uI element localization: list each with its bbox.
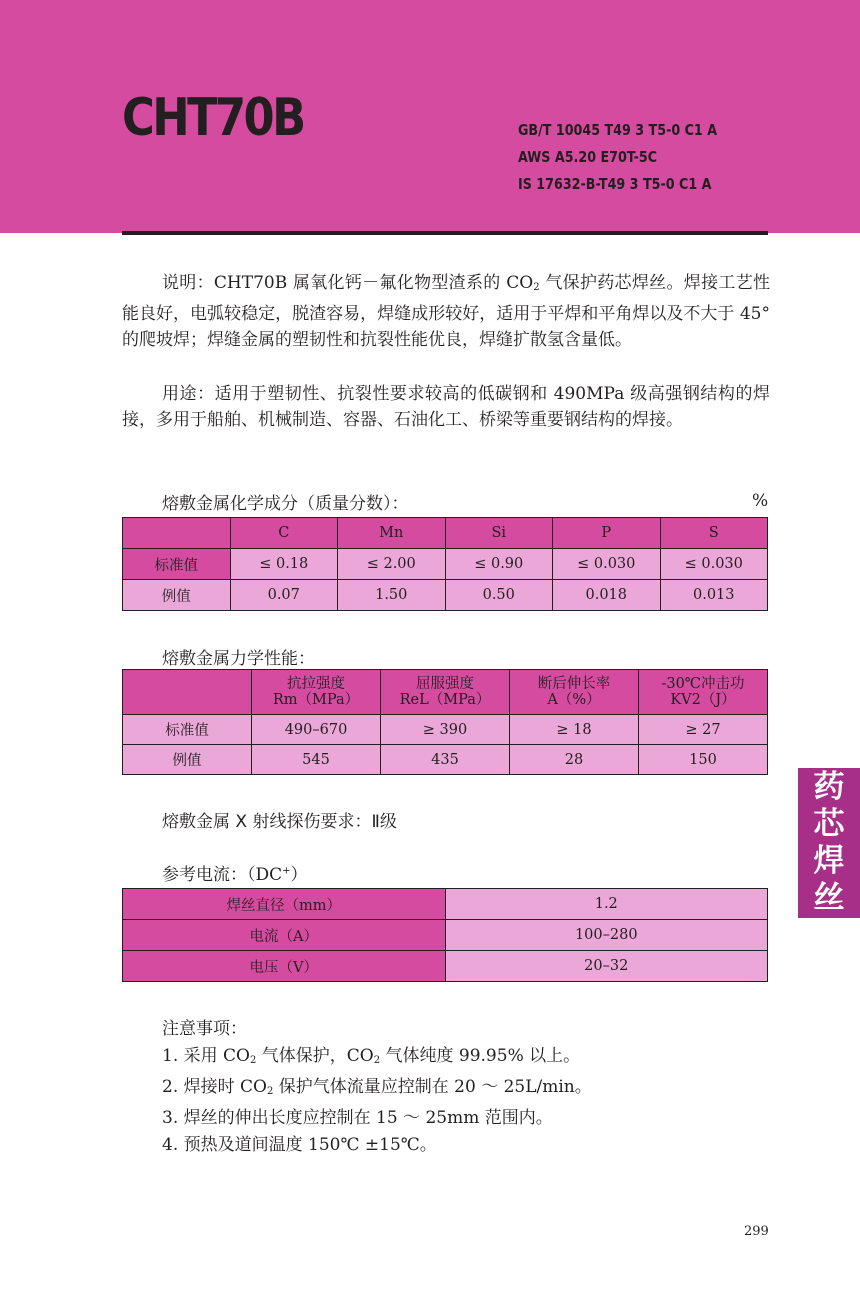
co2-subscript: 2 [266, 1086, 274, 1097]
table-cell [639, 670, 768, 715]
note-item [162, 1074, 592, 1105]
table-cell: 0.07 [230, 580, 338, 611]
side-tab-char: 药 [813, 769, 845, 805]
dc-label-end: ） [290, 865, 308, 885]
table-cell: ≤ 0.18 [230, 549, 338, 580]
side-tab-char: 芯 [813, 806, 845, 842]
usage-text: 适用于塑韧性、抗裂性要求较高的低碳钢和 490MPa 级高强钢结构的焊接，多用于船舶、机械制造、容器、石油化工、桥梁等重要钢结构的焊接。 [122, 384, 770, 430]
table-cell: 28 [510, 745, 639, 775]
side-tab [798, 768, 860, 918]
table-cell: P [553, 518, 661, 549]
table-row [123, 549, 768, 580]
table-cell: 1.50 [338, 580, 446, 611]
standard-is: IS 17632-B-T49 3 T5-0 C1 A [518, 175, 712, 193]
table-cell: 1.2 [445, 889, 768, 920]
note-text: 1. 采用 CO [162, 1046, 250, 1066]
table-cell: 545 [252, 745, 381, 775]
table-cell: ≤ 0.030 [660, 549, 768, 580]
table-cell: 0.50 [445, 580, 553, 611]
header-line: ReL（MPa） [399, 692, 491, 708]
table-cell: ≤ 0.030 [553, 549, 661, 580]
co2-subscript: 2 [249, 1055, 257, 1066]
table-cell [252, 670, 381, 715]
co2-subscript: 2 [373, 1055, 381, 1066]
co2-subscript: 2 [533, 282, 540, 293]
row-label: 标准值 [123, 715, 252, 745]
note-item [162, 1043, 592, 1074]
table-cell: 0.018 [553, 580, 661, 611]
notes-heading: 注意事项： [162, 1019, 247, 1039]
table-cell: 435 [381, 745, 510, 775]
table-cell [381, 670, 510, 715]
table-cell: 0.013 [660, 580, 768, 611]
header-line: -30℃冲击功 [661, 676, 745, 692]
header-line: 抗拉强度 [287, 676, 345, 692]
description-label: 说明： [162, 273, 214, 293]
notes-section [162, 1016, 592, 1159]
table-cell: Mn [338, 518, 446, 549]
chem-heading: 熔敷金属化学成分（质量分数）： [162, 494, 409, 514]
table-row [123, 951, 768, 982]
current-table [122, 888, 768, 982]
description-text-b: 气保护药芯焊丝。焊接工艺性能良好，电弧较稳定，脱渣容易，焊缝成形较好，适用于平焊和平角焊以及不大于 45° 的爬坡焊；焊缝金属的塑韧性和抗裂性能优良，焊缝扩散氢含量低。 [122, 273, 770, 350]
table-cell: ≥ 390 [381, 715, 510, 745]
current-heading [162, 860, 308, 885]
header-line: Rm（MPa） [272, 692, 360, 708]
row-label: 电流（A） [123, 920, 446, 951]
table-cell: 20–32 [445, 951, 768, 982]
table-header-row [123, 670, 768, 715]
row-label: 标准值 [123, 549, 231, 580]
row-label: 焊丝直径（mm） [123, 889, 446, 920]
usage-label: 用途： [162, 384, 215, 404]
table-cell: Si [445, 518, 553, 549]
note-text: 2. 焊接时 CO [162, 1077, 267, 1097]
table-cell: 490–670 [252, 715, 381, 745]
header-banner [0, 0, 860, 233]
header-line: 断后伸长率 [537, 676, 611, 692]
table-cell: S [660, 518, 768, 549]
page-number: 299 [744, 1224, 769, 1239]
table-cell: 150 [639, 745, 768, 775]
side-tab-char: 焊 [813, 843, 845, 879]
note-text: 保护气体流量应控制在 20 ～ 25L/min。 [273, 1077, 592, 1097]
row-label: 例值 [123, 580, 231, 611]
table-row [123, 580, 768, 611]
note-item: 4. 预热及道间温度 150℃ ±15℃。 [162, 1135, 437, 1155]
table-cell [123, 670, 252, 715]
table-header-row [123, 518, 768, 549]
xray-requirement: 熔敷金属 X 射线探伤要求：Ⅱ级 [162, 812, 397, 832]
mech-table [122, 669, 768, 775]
row-label: 电压（V） [123, 951, 446, 982]
product-title: CHT70B [122, 88, 304, 148]
side-tab-char: 丝 [813, 880, 845, 916]
note-item: 3. 焊丝的伸出长度应控制在 15 ～ 25mm 范围内。 [162, 1108, 553, 1128]
table-cell [510, 670, 639, 715]
description-text-a: CHT70B 属氧化钙－氟化物型渣系的 CO [213, 273, 534, 293]
header-line: A（%） [547, 692, 601, 708]
standards-list [518, 117, 717, 198]
note-text: 气体保护，CO [256, 1046, 374, 1066]
table-cell: ≥ 18 [510, 715, 639, 745]
chem-unit: % [752, 491, 769, 511]
mech-heading: 熔敷金属力学性能： [162, 649, 315, 669]
dc-label: （DC [247, 865, 283, 885]
header-line: KV2（J） [670, 692, 736, 708]
table-cell [123, 518, 231, 549]
standard-aws: AWS A5.20 E70T-5C [518, 148, 658, 166]
note-text: 气体纯度 99.95% 以上。 [380, 1046, 581, 1066]
header-line: 屈服强度 [416, 676, 474, 692]
table-cell: C [230, 518, 338, 549]
usage-paragraph [122, 381, 770, 433]
table-row [123, 715, 768, 745]
current-heading-label: 参考电流： [162, 865, 247, 885]
table-row [123, 889, 768, 920]
table-row [123, 920, 768, 951]
standard-gb: GB/T 10045 T49 3 T5-0 C1 A [518, 121, 718, 139]
table-cell: ≥ 27 [639, 715, 768, 745]
dc-superscript: + [282, 865, 291, 877]
table-cell: ≤ 2.00 [338, 549, 446, 580]
table-cell: ≤ 0.90 [445, 549, 553, 580]
description-paragraph [122, 270, 770, 353]
table-cell: 100–280 [445, 920, 768, 951]
chem-table [122, 517, 768, 611]
table-row [123, 745, 768, 775]
row-label: 例值 [123, 745, 252, 775]
header-rule [122, 231, 768, 235]
